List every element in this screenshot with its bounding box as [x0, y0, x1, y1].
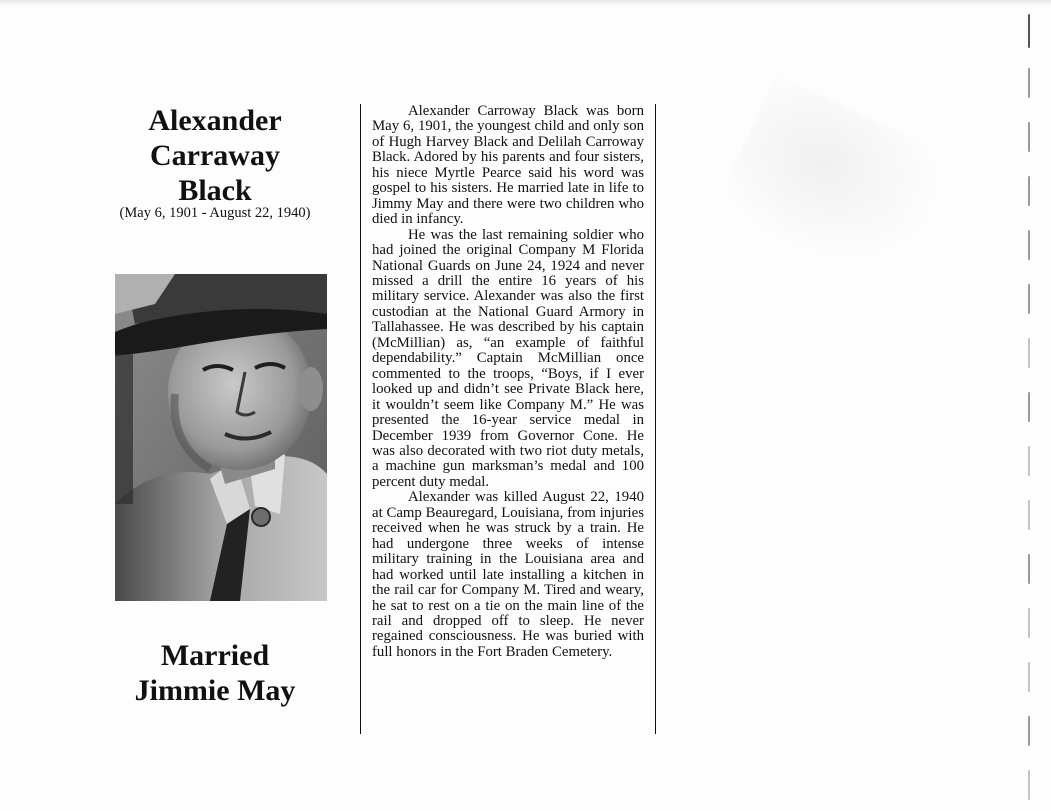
binder-mark [1028, 14, 1030, 48]
column-divider-right [655, 104, 656, 734]
binder-mark [1028, 662, 1030, 692]
marriage-heading [95, 638, 335, 708]
binder-mark [1028, 554, 1030, 584]
biography-text [372, 104, 644, 660]
scan-edge [0, 0, 1051, 6]
binder-mark [1028, 338, 1030, 368]
marriage-line-2: Jimmie May [134, 674, 296, 707]
bio-paragraph-1: Alexander Carroway Black was born May 6, 1901, the youngest child and only son of Hugh Harvey Black and Delilah Carroway Black. Adored by his parents and four sisters, his niece Myrtle Pearce said his word was gospel to his sisters. He married late in life to Jimmy May and there were two children who died in infancy. [372, 103, 644, 228]
binder-mark [1028, 122, 1030, 152]
column-divider-left [360, 104, 361, 734]
marriage-line-1: Married [160, 639, 270, 672]
binder-mark [1028, 500, 1030, 530]
lifespan-dates: (May 6, 1901 - August 22, 1940) [119, 205, 311, 221]
bio-paragraph-3: Alexander was killed August 22, 1940 at Camp Beauregard, Louisiana, from injuries received when he was struck by a train. He had undergone three weeks of intense military training in the Louisiana area and had worked until late installing a kitchen in the rail car for Company M. Tired and weary, he sat to rest on a tie on the main line of the rail and dropped off to sleep. He never regained consciousness. He was buried with full honors in the Fort Braden Cemetery. [372, 489, 644, 660]
binder-mark [1028, 68, 1030, 98]
binder-mark [1028, 716, 1030, 746]
portrait-photo-icon [115, 274, 327, 601]
name-line-last: Black [178, 174, 252, 207]
binder-mark [1028, 176, 1030, 206]
binder-mark [1028, 770, 1030, 800]
name-line-first: Alexander [148, 104, 282, 137]
binder-mark [1028, 284, 1030, 314]
binder-mark [1028, 608, 1030, 638]
binder-mark [1028, 446, 1030, 476]
bio-paragraph-2: He was the last remaining soldier who had joined the original Company M Florida National Guards on June 24, 1924 and never missed a drill the entire 16 years of his military service. Alexander was also the first custodian at the National Guard Armory in Tallahassee. He was described by his captain (McMillian) as, “an example of faithful dependability.” Captain McMillian once commented to the troops, “Boys, if I ever looked up and didn’t see Private Black here, it wouldn’t seem like Company M.” He was presented the 16-year service medal in December 1939 from Governor Cone. He was also decorated with two riot duty metals, a machine gun marksman’s medal and 100 percent duty medal. [372, 226, 644, 490]
binder-mark [1028, 230, 1030, 260]
name-line-middle: Carraway [150, 139, 280, 172]
binder-mark [1028, 392, 1030, 422]
bleed-through-mark [713, 75, 958, 295]
person-name-heading [95, 103, 335, 208]
